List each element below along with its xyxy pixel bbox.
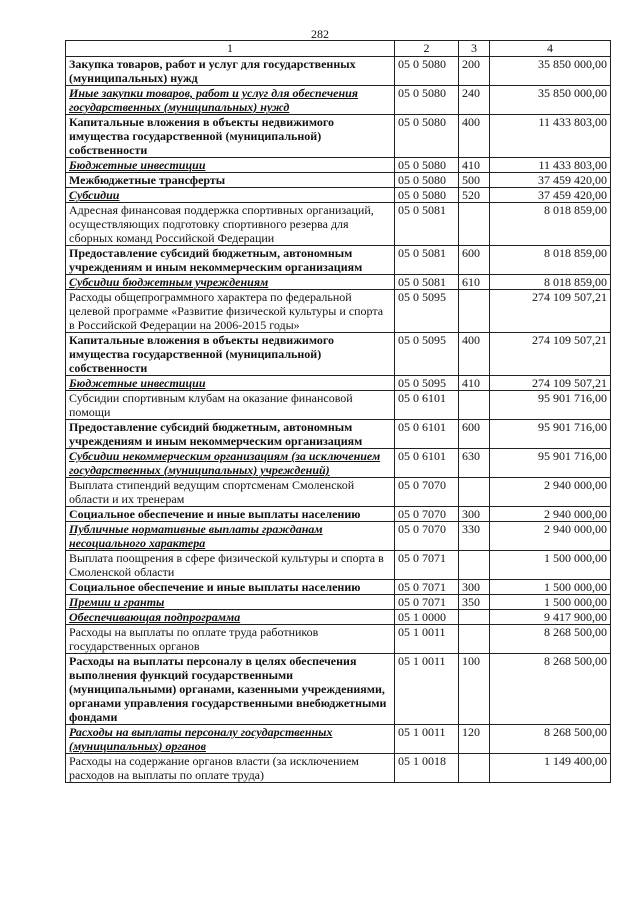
row-code-cell: 05 0 5080: [395, 86, 459, 115]
row-group-cell: 410: [459, 158, 490, 173]
row-group-cell: 330: [459, 522, 490, 551]
page-number: 282: [311, 27, 329, 41]
row-amount-cell: 11 433 803,00: [490, 158, 611, 173]
row-amount-cell: 35 850 000,00: [490, 57, 611, 86]
row-group-cell: 300: [459, 507, 490, 522]
row-code-cell: 05 1 0000: [395, 610, 459, 625]
row-group-cell: 610: [459, 275, 490, 290]
table-row: [66, 551, 611, 580]
row-name-cell: Субсидии спортивным клубам на оказание финансовой помощи: [66, 391, 395, 420]
row-group-cell: [459, 203, 490, 246]
row-name-cell: Капитальные вложения в объекты недвижимого имущества государственной (муниципальной) собственности: [66, 333, 395, 376]
row-code-cell: 05 0 5081: [395, 203, 459, 246]
row-name-cell: Предоставление субсидий бюджетным, автономным учреждениям и иным некоммерческим организациям: [66, 246, 395, 275]
row-amount-cell: 95 901 716,00: [490, 391, 611, 420]
row-name-cell: Социальное обеспечение и иные выплаты населению: [66, 507, 395, 522]
table-row: [66, 158, 611, 173]
table-row: [66, 595, 611, 610]
table-row: [66, 725, 611, 754]
row-name-cell: Бюджетные инвестиции: [66, 158, 395, 173]
row-amount-cell: 8 268 500,00: [490, 725, 611, 754]
header-col-4: 4: [490, 41, 611, 57]
row-group-cell: 600: [459, 420, 490, 449]
row-amount-cell: 274 109 507,21: [490, 376, 611, 391]
row-code-cell: 05 0 7070: [395, 507, 459, 522]
row-name-cell: Расходы на содержание органов власти (за исключением расходов на выплаты по оплате труда): [66, 754, 395, 783]
budget-table: [65, 40, 611, 783]
row-code-cell: 05 0 5080: [395, 57, 459, 86]
table-row: [66, 246, 611, 275]
table-row: [66, 522, 611, 551]
row-name-cell: Выплата поощрения в сфере физической культуры и спорта в Смоленской области: [66, 551, 395, 580]
row-code-cell: 05 0 5080: [395, 115, 459, 158]
row-group-cell: 300: [459, 580, 490, 595]
table-row: [66, 420, 611, 449]
row-group-cell: [459, 551, 490, 580]
table-row: [66, 391, 611, 420]
row-name-cell: Капитальные вложения в объекты недвижимого имущества государственной (муниципальной) собственности: [66, 115, 395, 158]
row-amount-cell: 35 850 000,00: [490, 86, 611, 115]
table-row: [66, 290, 611, 333]
row-name-cell: Публичные нормативные выплаты гражданам несоциального характера: [66, 522, 395, 551]
row-group-cell: 600: [459, 246, 490, 275]
table-body: [66, 57, 611, 783]
row-amount-cell: 8 268 500,00: [490, 654, 611, 725]
row-amount-cell: 1 500 000,00: [490, 580, 611, 595]
row-code-cell: 05 0 6101: [395, 391, 459, 420]
table-row: [66, 188, 611, 203]
row-amount-cell: 11 433 803,00: [490, 115, 611, 158]
row-group-cell: 400: [459, 333, 490, 376]
row-group-cell: [459, 754, 490, 783]
row-name-cell: Премии и гранты: [66, 595, 395, 610]
row-code-cell: 05 1 0018: [395, 754, 459, 783]
row-group-cell: 100: [459, 654, 490, 725]
row-code-cell: 05 0 7071: [395, 551, 459, 580]
table-row: [66, 115, 611, 158]
row-name-cell: Расходы на выплаты по оплате труда работников государственных органов: [66, 625, 395, 654]
row-name-cell: Предоставление субсидий бюджетным, автономным учреждениям и иным некоммерческим организациям: [66, 420, 395, 449]
row-amount-cell: 2 940 000,00: [490, 478, 611, 507]
row-code-cell: 05 0 5095: [395, 333, 459, 376]
row-amount-cell: 37 459 420,00: [490, 188, 611, 203]
table-row: [66, 376, 611, 391]
row-amount-cell: 1 500 000,00: [490, 595, 611, 610]
row-group-cell: 630: [459, 449, 490, 478]
row-name-cell: Социальное обеспечение и иные выплаты населению: [66, 580, 395, 595]
row-amount-cell: 95 901 716,00: [490, 449, 611, 478]
row-code-cell: 05 1 0011: [395, 725, 459, 754]
table-row: [66, 507, 611, 522]
row-amount-cell: 1 149 400,00: [490, 754, 611, 783]
row-amount-cell: 2 940 000,00: [490, 507, 611, 522]
row-code-cell: 05 0 7070: [395, 522, 459, 551]
table-row: [66, 654, 611, 725]
row-name-cell: Расходы на выплаты персоналу государственных (муниципальных) органов: [66, 725, 395, 754]
header-col-1: 1: [66, 41, 395, 57]
header-col-3: 3: [459, 41, 490, 57]
row-amount-cell: 8 018 859,00: [490, 246, 611, 275]
row-name-cell: Бюджетные инвестиции: [66, 376, 395, 391]
table-row: [66, 478, 611, 507]
row-code-cell: 05 1 0011: [395, 654, 459, 725]
row-name-cell: Выплата стипендий ведущим спортсменам Смоленской области и их тренерам: [66, 478, 395, 507]
row-name-cell: Расходы на выплаты персоналу в целях обеспечения выполнения функций государственными (муниципальными) органами, казенными учреждениями, органами управления государственными внебюджетными фондами: [66, 654, 395, 725]
table-row: [66, 754, 611, 783]
row-code-cell: 05 0 5080: [395, 173, 459, 188]
row-amount-cell: 9 417 900,00: [490, 610, 611, 625]
table-row: [66, 57, 611, 86]
row-group-cell: [459, 290, 490, 333]
table-row: [66, 625, 611, 654]
row-code-cell: 05 0 5095: [395, 290, 459, 333]
row-group-cell: [459, 478, 490, 507]
row-name-cell: Обеспечивающая подпрограмма: [66, 610, 395, 625]
row-code-cell: 05 1 0011: [395, 625, 459, 654]
row-group-cell: 410: [459, 376, 490, 391]
row-code-cell: 05 0 7070: [395, 478, 459, 507]
table-row: [66, 203, 611, 246]
table-row: [66, 173, 611, 188]
row-amount-cell: 8 018 859,00: [490, 203, 611, 246]
row-code-cell: 05 0 7071: [395, 580, 459, 595]
table-row: [66, 580, 611, 595]
row-group-cell: 350: [459, 595, 490, 610]
row-code-cell: 05 0 6101: [395, 449, 459, 478]
row-name-cell: Межбюджетные трансферты: [66, 173, 395, 188]
row-amount-cell: 1 500 000,00: [490, 551, 611, 580]
row-code-cell: 05 0 7071: [395, 595, 459, 610]
row-code-cell: 05 0 5081: [395, 275, 459, 290]
row-group-cell: [459, 610, 490, 625]
row-name-cell: Иные закупки товаров, работ и услуг для обеспечения государственных (муниципальных) нужд: [66, 86, 395, 115]
table-row: [66, 449, 611, 478]
row-name-cell: Субсидии: [66, 188, 395, 203]
table-row: [66, 610, 611, 625]
row-amount-cell: 274 109 507,21: [490, 290, 611, 333]
row-amount-cell: 95 901 716,00: [490, 420, 611, 449]
table-row: [66, 86, 611, 115]
row-amount-cell: 274 109 507,21: [490, 333, 611, 376]
row-group-cell: [459, 625, 490, 654]
table-row: [66, 275, 611, 290]
row-group-cell: [459, 391, 490, 420]
row-group-cell: 500: [459, 173, 490, 188]
row-code-cell: 05 0 6101: [395, 420, 459, 449]
row-amount-cell: 8 018 859,00: [490, 275, 611, 290]
row-amount-cell: 8 268 500,00: [490, 625, 611, 654]
header-col-2: 2: [395, 41, 459, 57]
row-name-cell: Субсидии некоммерческим организациям (за исключением государственных (муниципальных) учреждений): [66, 449, 395, 478]
row-code-cell: 05 0 5080: [395, 158, 459, 173]
row-code-cell: 05 0 5081: [395, 246, 459, 275]
row-group-cell: 240: [459, 86, 490, 115]
row-code-cell: 05 0 5095: [395, 376, 459, 391]
row-name-cell: Субсидии бюджетным учреждениям: [66, 275, 395, 290]
row-name-cell: Закупка товаров, работ и услуг для государственных (муниципальных) нужд: [66, 57, 395, 86]
row-name-cell: Расходы общепрограммного характера по федеральной целевой программе «Развитие физической культуры и спорта в Российской Федерации на 2006-2015 годы»: [66, 290, 395, 333]
row-name-cell: Адресная финансовая поддержка спортивных организаций, осуществляющих подготовку спортивного резерва для сборных команд Российской Федерации: [66, 203, 395, 246]
header-row: [66, 41, 611, 57]
row-amount-cell: 37 459 420,00: [490, 173, 611, 188]
row-group-cell: 520: [459, 188, 490, 203]
table-row: [66, 333, 611, 376]
table-header: [66, 41, 611, 57]
row-amount-cell: 2 940 000,00: [490, 522, 611, 551]
row-group-cell: 200: [459, 57, 490, 86]
row-code-cell: 05 0 5080: [395, 188, 459, 203]
row-group-cell: 120: [459, 725, 490, 754]
row-group-cell: 400: [459, 115, 490, 158]
